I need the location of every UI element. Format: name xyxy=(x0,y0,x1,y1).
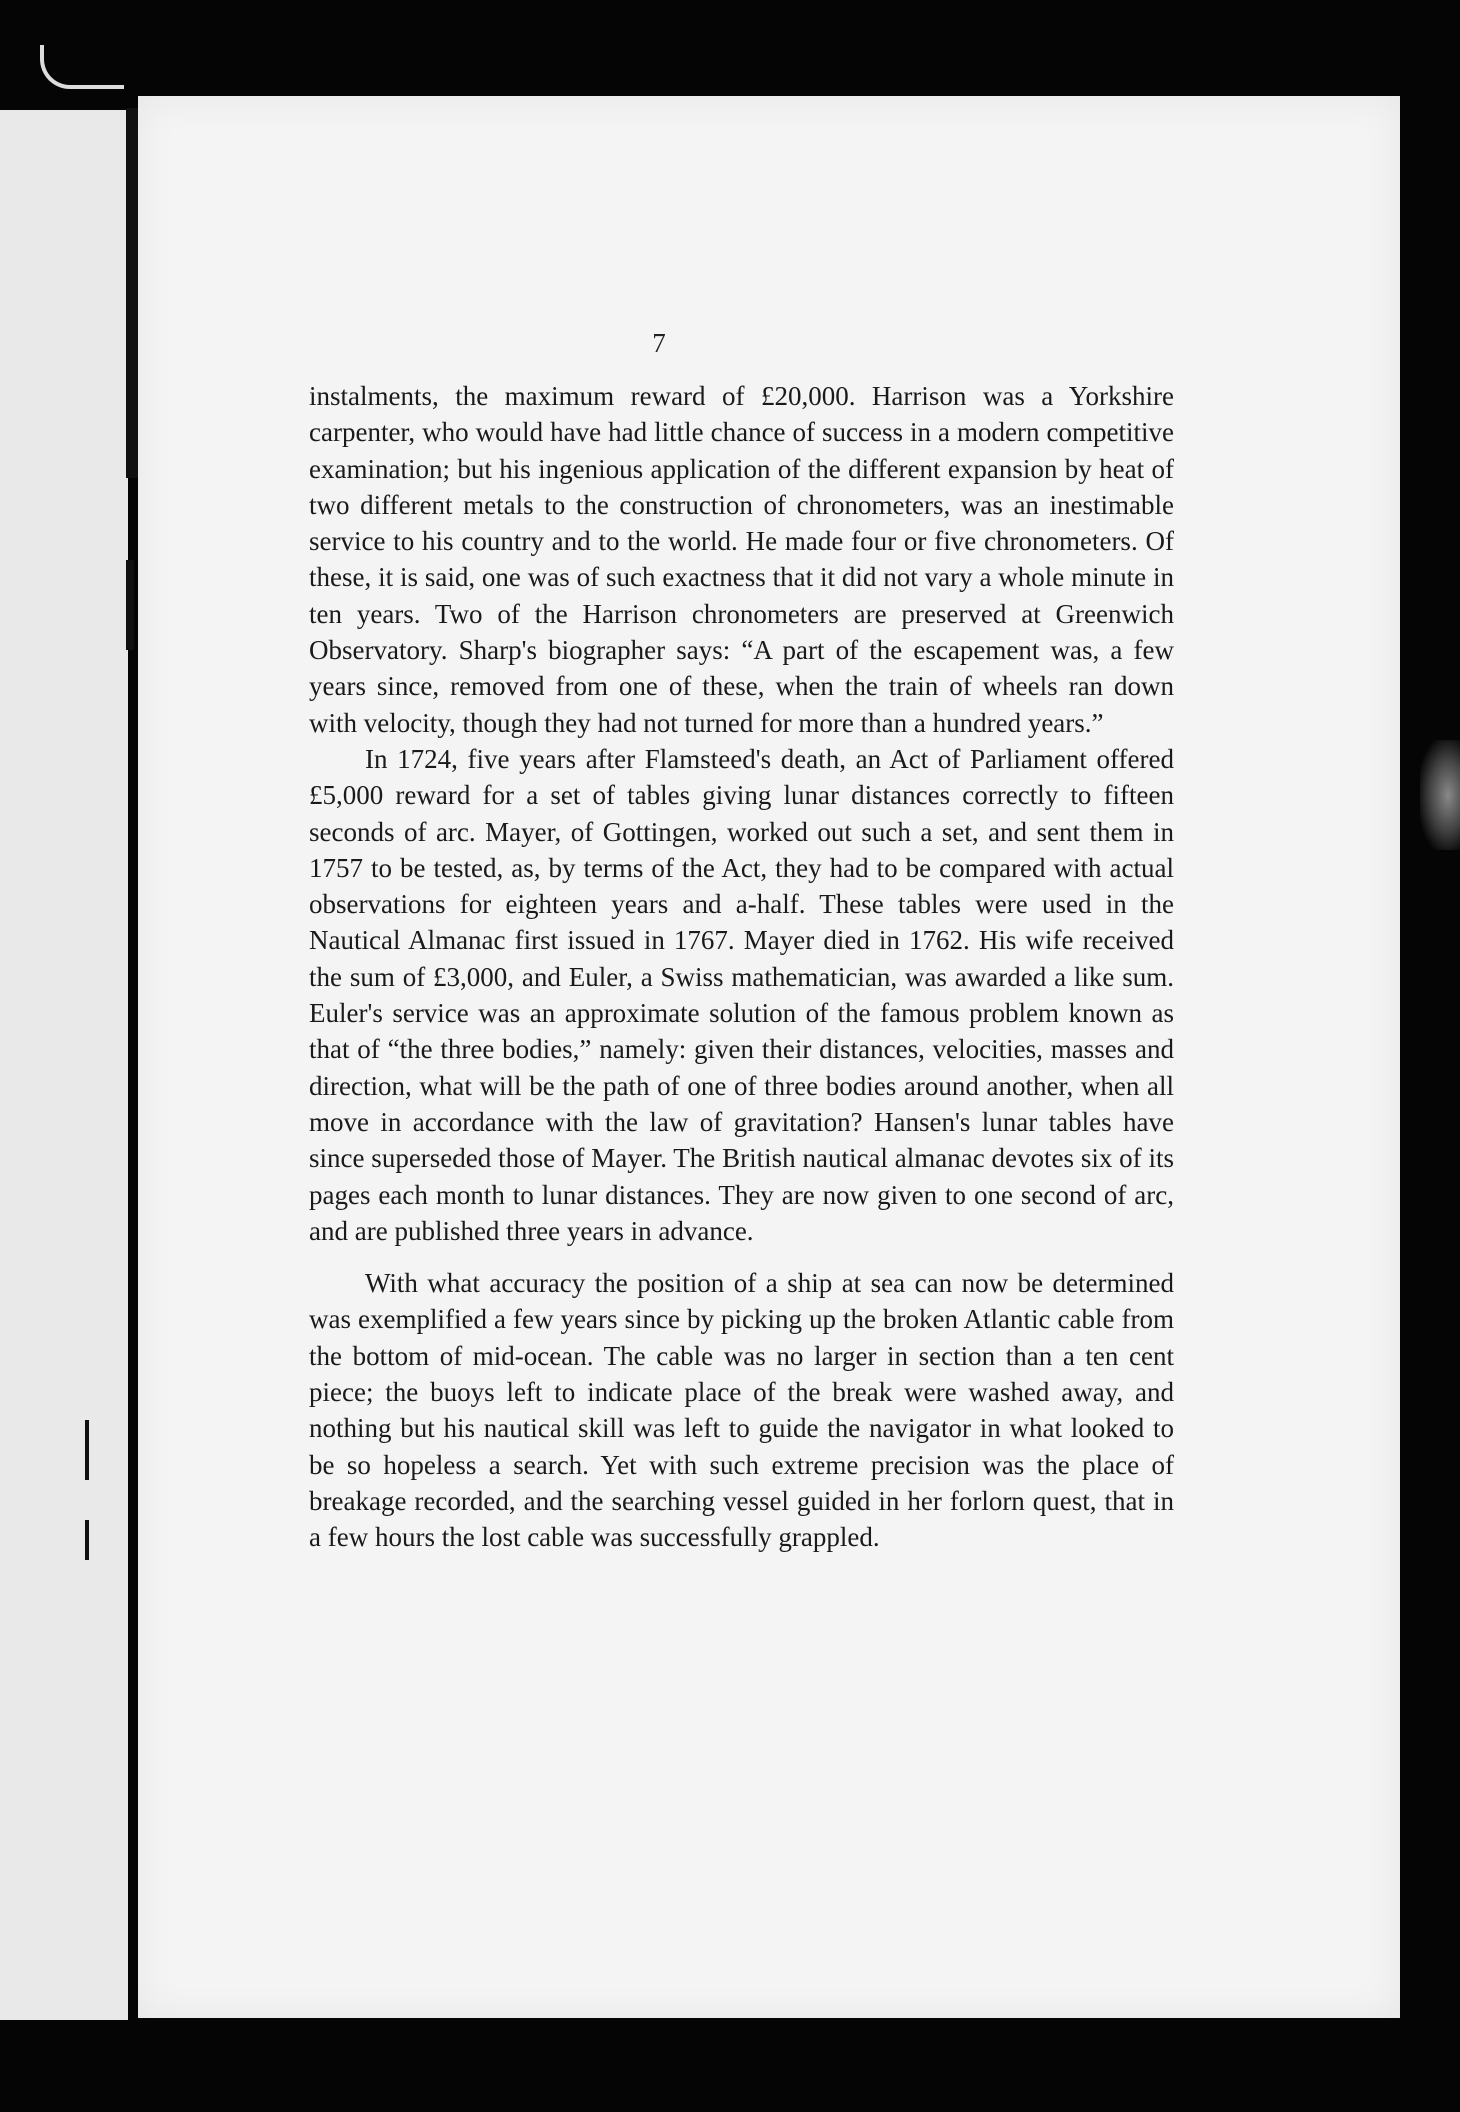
facing-page-edge xyxy=(0,110,128,2020)
paragraph-atlantic-cable: With what accuracy the position of a ship at sea can now be determined was exemplified a few years since by picking up the broken Atlantic cable from the bottom of mid-ocean. The cable was no larger in section than a ten cent piece; the buoys left to indicate place of the break were washed away, and nothing but his nautical skill was left to guide the navigator in what looked to be so hopeless a search. Yet with such extreme precision was the place of breakage recorded, and the searching vessel guided in her forlorn quest, that in a few hours the lost cable was successfully grappled. xyxy=(309,1268,1174,1553)
book-page xyxy=(138,96,1400,2018)
paragraph-lunar-tables: In 1724, five years after Flamsteed's death, an Act of Parliament offered £5,000 reward for a set of tables giving lunar distances correctly to fifteen seconds of arc. Mayer, of Gottingen, worked out such a set, and sent them in 1757 to be tested, as, by terms of the Act, they had to be compared with actual observations for eighteen years and a-half. These tables were used in the Nautical Almanac first issued in 1767. Mayer died in 1762. His wife received the sum of £3,000, and Euler, a Swiss mathematician, was awarded a like sum. Euler's service was an approximate solution of the famous problem known as that of “the three bodies,” namely: given their distances, velocities, masses and direction, what will be the path of one of three bodies around another, when all move in accordance with the law of gravitation? Hansen's lunar tables have since superseded those of Mayer. The British nautical almanac devotes six of its pages each month to lunar distances. They are now given to one second of arc, and are published three years in advance. xyxy=(309,743,1174,1246)
body-text xyxy=(309,378,1174,1556)
margin-mark xyxy=(85,1520,89,1560)
margin-mark xyxy=(85,1420,89,1480)
scan-edge-smudge xyxy=(1420,740,1460,850)
binding-shadow-lower xyxy=(126,560,134,650)
page-number: 7 xyxy=(652,328,666,358)
scan-corner-mark xyxy=(40,45,124,89)
paragraph-harrison: instalments, the maximum reward of £20,000. Harrison was a Yorkshire carpenter, who would have had little chance of success in a modern competitive examination; but his ingenious application of the different expansion by heat of two different metals to the construction of chronometers, was an inestimable service to his country and to the world. He made four or five chronometers. Of these, it is said, one was of such exactness that it did not vary a whole minute in ten years. Two of the Harrison chronometers are preserved at Greenwich Observatory. Sharp's biographer says: “A part of the escapement was, a few years since, removed from one of these, when the train of wheels ran down with velocity, though they had not turned for more than a hundred years.” xyxy=(309,381,1174,738)
